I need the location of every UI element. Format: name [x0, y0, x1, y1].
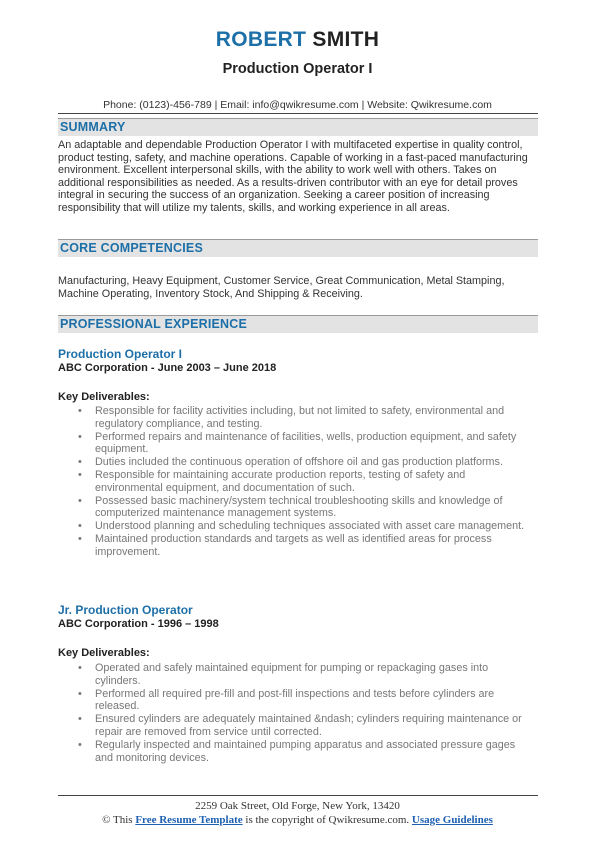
bullet-item [58, 405, 538, 431]
summary-line: additional responsibilities as needed. As a results-driven contributor with an eye for detail proves [58, 176, 518, 189]
bullet-item [58, 520, 538, 533]
bullet-line: Ensured cylinders are adequately maintained &ndash; cylinders requiring maintenance or [95, 713, 522, 726]
experience-heading: PROFESSIONAL EXPERIENCE [60, 317, 248, 331]
bullet-item [58, 456, 538, 469]
copyright-text: is the copyright of Qwikresume.com. [245, 814, 410, 826]
bullet-icon: • [78, 520, 82, 533]
bullet-icon: • [78, 468, 82, 481]
summary-line: product testing, safety, and machine operations. Capable of working in a fast-paced manufacturing [58, 151, 528, 164]
footer-address: 2259 Oak Street, Old Forge, New York, 13420 [195, 800, 400, 812]
bullet-item [58, 739, 538, 765]
bullet-icon: • [78, 532, 82, 545]
job-company-dates: ABC Corporation - 1996 – 1998 [58, 618, 219, 630]
bullet-line: Understood planning and scheduling techniques associated with asset care management. [95, 520, 525, 533]
bullet-line: and monitoring devices. [95, 751, 210, 764]
bullet-line: cylinders. [95, 674, 141, 687]
bullet-line: Duties included the continuous operation of offshore oil and gas production platforms. [95, 456, 503, 469]
job-bullet-list [58, 405, 538, 559]
summary-line: integral in securing the success of an organization. Seeking a career position of increasing [58, 189, 490, 201]
bullet-item [58, 469, 538, 495]
key-deliverables-label: Key Deliverables: [58, 647, 150, 659]
job-title: Production Operator I [58, 347, 183, 361]
copyright-prefix: © This [102, 814, 133, 826]
job-company-dates: ABC Corporation - June 2003 – June 2018 [58, 362, 277, 374]
usage-guidelines-link[interactable]: Usage Guidelines [411, 814, 493, 826]
footer-copyright [0, 814, 595, 826]
bullet-line: Possessed basic machinery/system technical troubleshooting skills and knowledge of [95, 494, 503, 507]
bullet-icon: • [78, 738, 82, 751]
bullet-icon: • [78, 713, 82, 726]
contact-line: Phone: (0123)-456-789 | Email: info@qwikresume.com | Website: Qwikresume.com [103, 99, 492, 111]
bullet-line: released. [95, 700, 140, 713]
summary-heading: SUMMARY [60, 120, 126, 134]
bullet-item [58, 713, 538, 739]
bullet-line: Responsible for maintaining accurate production reports, testing of safety and [95, 468, 466, 481]
candidate-name [0, 28, 595, 52]
last-name: SMITH [312, 28, 380, 51]
footer-divider [58, 795, 538, 796]
free-resume-template-link[interactable]: Free Resume Template [135, 814, 243, 826]
bullet-icon: • [78, 405, 82, 417]
bullet-line: regulatory compliance, and testing. [95, 417, 263, 430]
bullet-line: Maintained production standards and targets as well as identified areas for process [95, 532, 492, 545]
job-role: Production Operator I [222, 61, 373, 77]
competencies-section-header [58, 239, 538, 257]
bullet-item [58, 533, 538, 559]
bullet-icon: • [78, 662, 82, 674]
competencies-line: Machine Operating, Inventory Stock, And Shipping & Receiving. [58, 287, 363, 300]
bullet-icon: • [78, 687, 82, 700]
bullet-line: computerized maintenance management systems. [95, 507, 337, 520]
competencies-text [58, 275, 542, 300]
bullet-item [58, 495, 538, 521]
bullet-line: Regularly inspected and maintained pumping apparatus and associated pressure gages [95, 738, 516, 751]
job-bullet-list [58, 662, 538, 764]
bullet-item [58, 662, 538, 688]
first-name: ROBERT [215, 28, 307, 51]
key-deliverables-label: Key Deliverables: [58, 391, 150, 403]
summary-line: An adaptable and dependable Production Operator I with multifaceted expertise in quality control, [58, 139, 523, 151]
bullet-line: improvement. [95, 545, 161, 558]
competencies-heading: CORE COMPETENCIES [60, 241, 203, 255]
job-title: Jr. Production Operator [58, 603, 193, 617]
header-divider [58, 113, 538, 114]
summary-line: responsibility that will utilize my talents, skills, and working experience in all areas. [58, 201, 450, 214]
bullet-item [58, 431, 538, 457]
bullet-line: Operated and safely maintained equipment for pumping or repackaging gases into [95, 662, 489, 674]
bullet-icon: • [78, 430, 82, 443]
summary-text [58, 139, 542, 214]
summary-line: environment. Excellent interpersonal skills, with the ability to work well with others. Takes on [58, 164, 497, 176]
bullet-line: repair are removed from service until corrected. [95, 725, 322, 738]
bullet-line: Performed all required pre-fill and post-fill inspections and tests before cylinders are [95, 687, 495, 700]
competencies-line: Manufacturing, Heavy Equipment, Customer Service, Great Communication, Metal Stamping, [58, 275, 505, 287]
bullet-icon: • [78, 456, 82, 469]
bullet-line: equipment. [95, 443, 149, 456]
experience-section-header [58, 315, 538, 333]
bullet-line: environmental equipment, and documentation of such. [95, 481, 355, 494]
bullet-line: Responsible for facility activities including, but not limited to safety, environmental and [95, 405, 505, 417]
summary-section-header [58, 118, 538, 136]
bullet-icon: • [78, 494, 82, 507]
bullet-line: Performed repairs and maintenance of facilities, wells, production equipment, and safety [95, 430, 517, 443]
bullet-item [58, 688, 538, 714]
